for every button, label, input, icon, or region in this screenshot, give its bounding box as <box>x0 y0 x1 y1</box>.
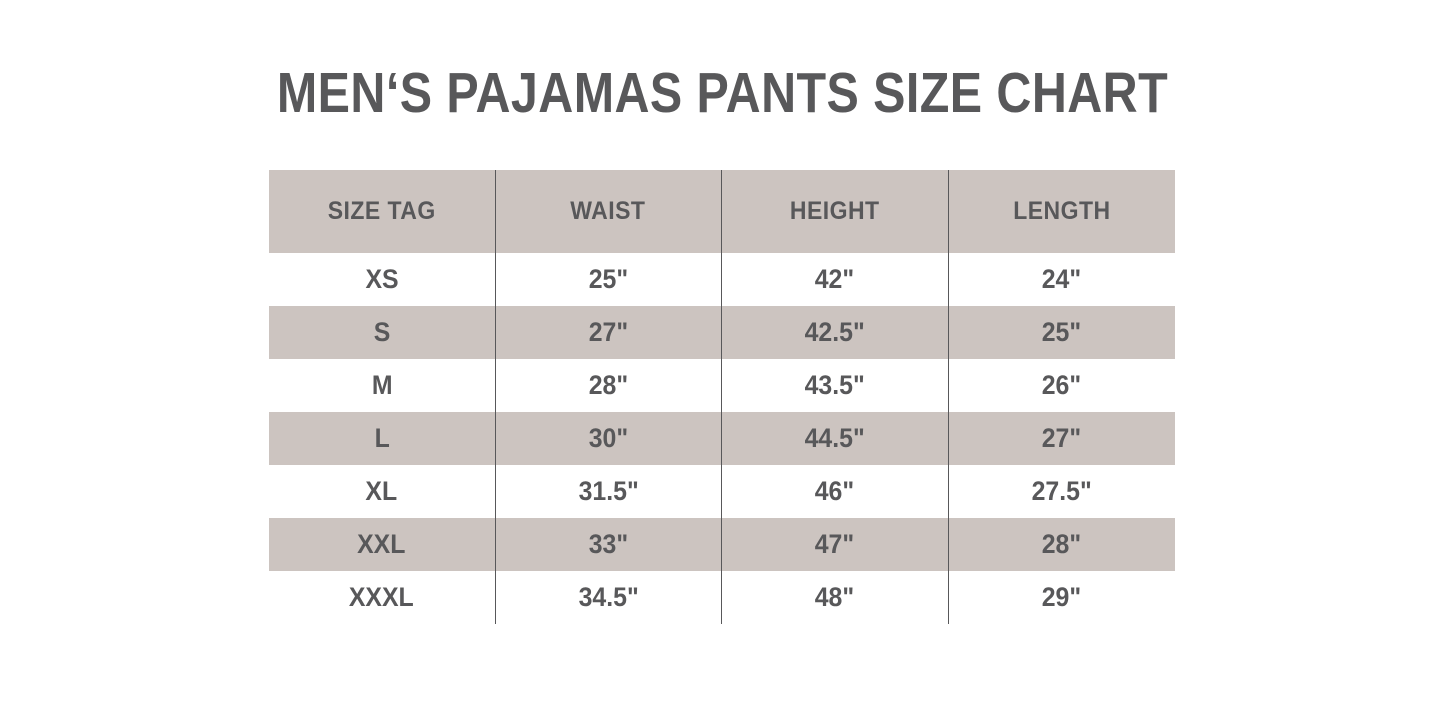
table-row-xs <box>269 253 1175 306</box>
table-row-xxl <box>269 518 1175 571</box>
value-cell: 44.5" <box>722 412 949 465</box>
size-table-body <box>269 253 1175 624</box>
value-cell: 28" <box>949 518 1176 571</box>
column-header-size-tag: SIZE TAG <box>269 170 496 253</box>
value-cell: 42" <box>722 253 949 306</box>
value-cell: 24" <box>949 253 1176 306</box>
value-cell: 31.5" <box>496 465 723 518</box>
table-row-m <box>269 359 1175 412</box>
size-tag-cell: XL <box>269 465 496 518</box>
value-cell: 27.5" <box>949 465 1176 518</box>
table-row-s <box>269 306 1175 359</box>
size-tag-cell: XXXL <box>269 571 496 624</box>
size-tag-cell: S <box>269 306 496 359</box>
value-cell: 34.5" <box>496 571 723 624</box>
page-title: MEN‘S PAJAMAS PANTS SIZE CHART <box>276 61 1169 125</box>
value-cell: 29" <box>949 571 1176 624</box>
table-row-xxxl <box>269 571 1175 624</box>
table-row-xl <box>269 465 1175 518</box>
value-cell: 30" <box>496 412 723 465</box>
value-cell: 47" <box>722 518 949 571</box>
value-cell: 26" <box>949 359 1176 412</box>
value-cell: 25" <box>949 306 1176 359</box>
size-table-header-row <box>269 170 1175 253</box>
value-cell: 28" <box>496 359 723 412</box>
value-cell: 27" <box>496 306 723 359</box>
column-header-length: LENGTH <box>949 170 1176 253</box>
value-cell: 46" <box>722 465 949 518</box>
value-cell: 48" <box>722 571 949 624</box>
column-header-height: HEIGHT <box>722 170 949 253</box>
size-tag-cell: XS <box>269 253 496 306</box>
size-tag-cell: XXL <box>269 518 496 571</box>
value-cell: 42.5" <box>722 306 949 359</box>
value-cell: 25" <box>496 253 723 306</box>
size-table <box>269 170 1175 624</box>
size-tag-cell: L <box>269 412 496 465</box>
value-cell: 43.5" <box>722 359 949 412</box>
table-row-l <box>269 412 1175 465</box>
size-tag-cell: M <box>269 359 496 412</box>
value-cell: 33" <box>496 518 723 571</box>
column-header-waist: WAIST <box>496 170 723 253</box>
value-cell: 27" <box>949 412 1176 465</box>
